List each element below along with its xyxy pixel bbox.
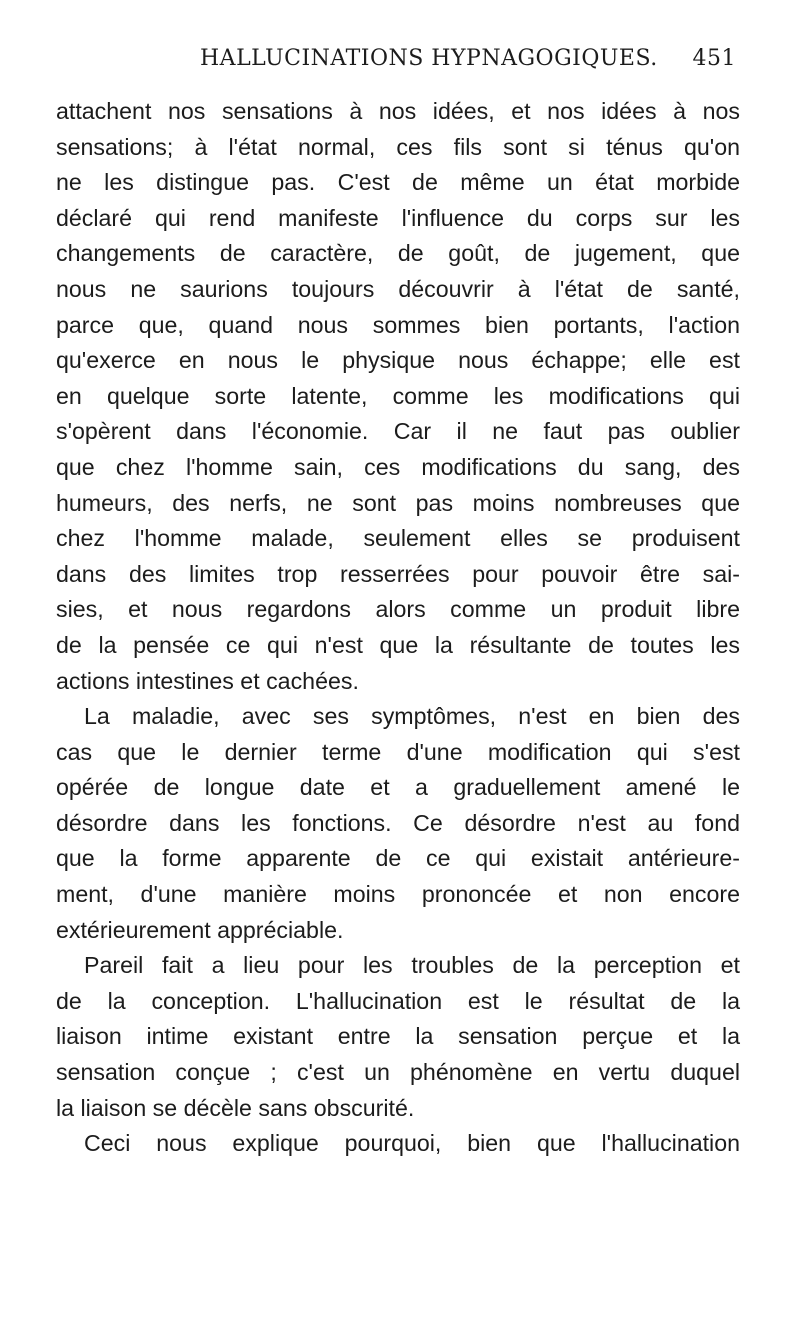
text-line: attachent nos sensations à nos idées, et nos idées à nos xyxy=(56,98,740,124)
running-title: HALLUCINATIONS HYPNAGOGIQUES. xyxy=(200,46,658,71)
page-number: 451 xyxy=(692,46,736,71)
text-line: qu'exerce en nous le physique nous échappe; elle est xyxy=(56,347,740,374)
text-line: liaison intime existant entre la sensation perçue et la xyxy=(56,1023,740,1050)
text-line: s'opèrent dans l'économie. Car il ne faut pas oublier xyxy=(56,418,740,445)
text-line: changements de caractère, de goût, de jugement, que xyxy=(56,240,740,267)
text-line: ment, d'une manière moins prononcée et non encore xyxy=(56,881,740,908)
text-line: humeurs, des nerfs, ne sont pas moins nombreuses que xyxy=(56,489,740,516)
text-line: de la conception. L'hallucination est le résultat de la xyxy=(56,987,740,1014)
paragraph-end-line: la liaison se décèle sans obscurité. xyxy=(56,1094,415,1121)
text-line: déclaré qui rend manifeste l'influence du corps sur les xyxy=(56,204,740,231)
text-line: cas que le dernier terme d'une modification qui s'est xyxy=(56,738,740,765)
text-line: ne les distingue pas. C'est de même un état morbide xyxy=(56,169,740,196)
paragraph-end-line: actions intestines et cachées. xyxy=(56,667,359,694)
text-line: dans des limites trop resserrées pour pouvoir être sai- xyxy=(56,560,740,587)
paragraph-end-line: extérieurement appréciable. xyxy=(56,916,344,943)
paragraph-start-line: Ceci nous explique pourquoi, bien que l'hallucination xyxy=(84,1130,740,1157)
text-line: sies, et nous regardons alors comme un produit libre xyxy=(56,596,740,623)
text-line: parce que, quand nous sommes bien portants, l'action xyxy=(56,311,740,338)
body-text xyxy=(56,94,740,1162)
running-head xyxy=(56,46,736,86)
text-line: chez l'homme malade, seulement elles se produisent xyxy=(56,525,740,552)
text-line: que la forme apparente de ce qui existait antérieure- xyxy=(56,845,740,872)
text-line: en quelque sorte latente, comme les modifications qui xyxy=(56,382,740,409)
paragraph-start-line: La maladie, avec ses symptômes, n'est en bien des xyxy=(84,703,740,730)
text-line: opérée de longue date et a graduellement amené le xyxy=(56,774,740,801)
text-line: sensations; à l'état normal, ces fils sont si ténus qu'on xyxy=(56,133,740,160)
paragraph-start-line: Pareil fait a lieu pour les troubles de la perception et xyxy=(84,952,740,979)
text-line: sensation conçue ; c'est un phénomène en vertu duquel xyxy=(56,1059,740,1086)
text-line: de la pensée ce qui n'est que la résultante de toutes les xyxy=(56,631,740,658)
text-line: nous ne saurions toujours découvrir à l'état de santé, xyxy=(56,275,740,302)
text-line: que chez l'homme sain, ces modifications du sang, des xyxy=(56,453,740,480)
text-line: désordre dans les fonctions. Ce désordre n'est au fond xyxy=(56,809,740,836)
